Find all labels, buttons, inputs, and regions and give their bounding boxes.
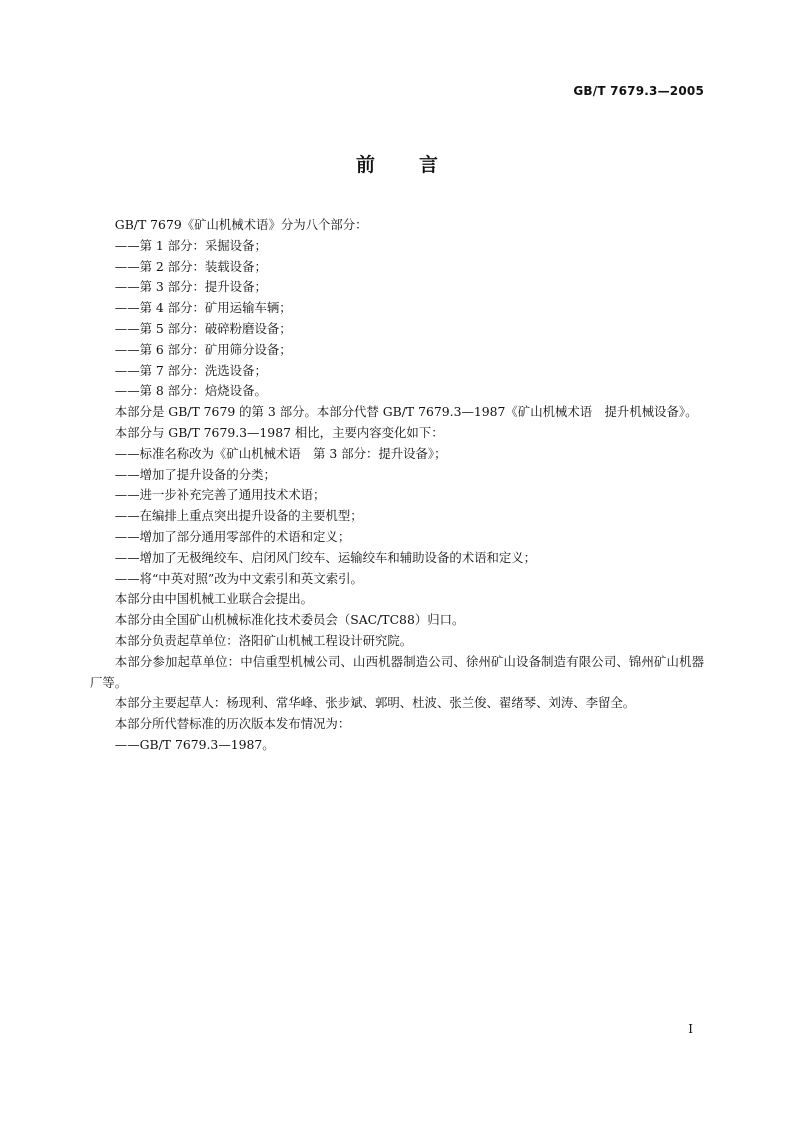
paragraph: ——增加了提升设备的分类； — [114, 466, 276, 482]
paragraph: 本部分由中国机械工业联合会提出。 — [114, 591, 314, 607]
paragraph: ——第 3 部分：提升设备； — [114, 279, 267, 295]
foreword-body — [90, 215, 704, 756]
paragraph: ——第 8 部分：焙烧设备。 — [114, 383, 267, 399]
paragraph: 本部分与 GB/T 7679.3—1987 相比，主要内容变化如下： — [114, 424, 444, 440]
page-title: 前言 — [355, 154, 482, 176]
paragraph: 本部分所代替标准的历次版本发布情况为： — [114, 716, 351, 732]
paragraph: ——第 2 部分：装载设备； — [114, 258, 267, 274]
paragraph: ——GB/T 7679.3—1987。 — [114, 736, 275, 752]
paragraph: ——第 7 部分：洗选设备； — [114, 362, 267, 378]
paragraph: ——将“中英对照”改为中文索引和英文索引。 — [114, 570, 363, 586]
paragraph: ——增加了无极绳绞车、启闭风门绞车、运输绞车和辅助设备的术语和定义； — [114, 549, 537, 565]
paragraph: GB/T 7679《矿山机械术语》分为八个部分： — [114, 217, 368, 232]
paragraph: 本部分由全国矿山机械标准化技术委员会（SAC/TC88）归口。 — [114, 612, 465, 628]
paragraph: ——进一步补充完善了通用技术术语； — [114, 487, 326, 503]
paragraph: ——标准名称改为《矿山机械术语 第 3 部分：提升设备》； — [114, 445, 447, 461]
paragraph: ——第 1 部分：采掘设备； — [114, 237, 267, 253]
standard-number: GB/T 7679.3—2005 — [573, 84, 704, 98]
paragraph: ——第 6 部分：矿用筛分设备； — [114, 341, 292, 357]
paragraph: 本部分参加起草单位：中信重型机械公司、山西机器制造公司、徐州矿山设备制造有限公司、锦州矿山机器厂等。 — [90, 653, 704, 690]
paragraph: ——第 5 部分：破碎粉磨设备； — [114, 320, 292, 336]
paragraph: 本部分是 GB/T 7679 的第 3 部分。本部分代替 GB/T 7679.3—1987《矿山机械术语 提升机械设备》。 — [114, 404, 698, 420]
page-number: I — [688, 1022, 693, 1036]
paragraph: ——在编排上重点突出提升设备的主要机型； — [114, 508, 363, 524]
paragraph: 本部分负责起草单位：洛阳矿山机械工程设计研究院。 — [114, 632, 413, 648]
paragraph: ——增加了部分通用零部件的术语和定义； — [114, 528, 351, 544]
paragraph: ——第 4 部分：矿用运输车辆； — [114, 300, 292, 316]
paragraph: 本部分主要起草人：杨现利、常华峰、张步斌、郭明、杜波、张兰俊、翟绪琴、刘涛、李留全。 — [114, 695, 636, 711]
